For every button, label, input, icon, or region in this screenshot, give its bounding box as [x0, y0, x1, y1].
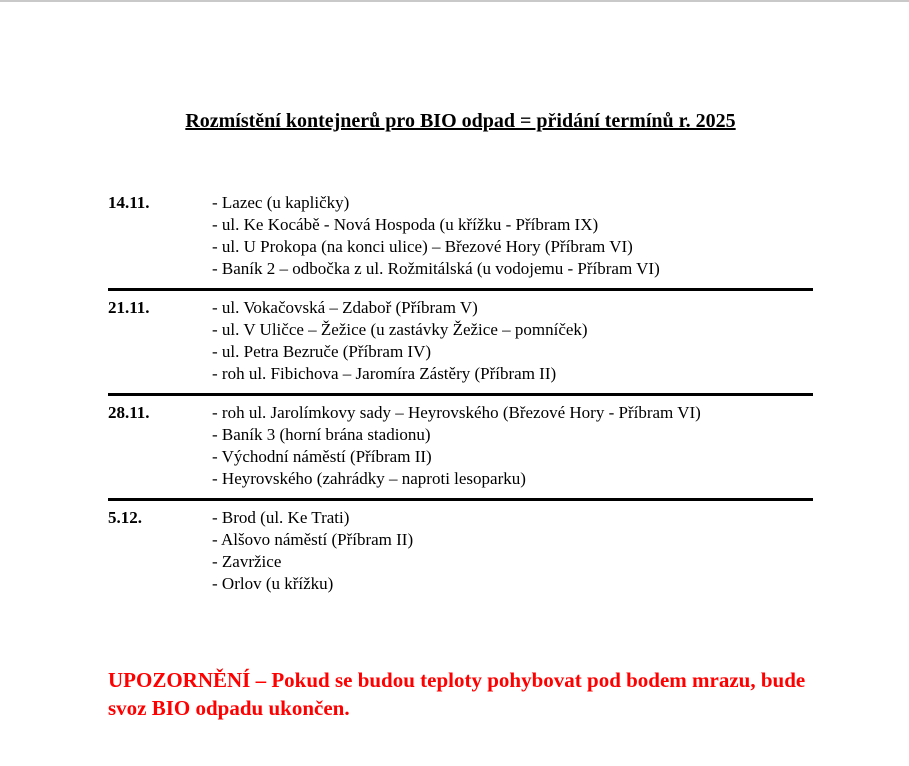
- location-item: - Baník 2 – odbočka z ul. Rožmitálská (u vodojemu - Příbram VI): [212, 259, 660, 278]
- document-title: Rozmístění kontejnerů pro BIO odpad = přidání termínů r. 2025: [185, 110, 736, 132]
- location-item: - Orlov (u křížku): [212, 574, 334, 593]
- location-item: - Alšovo náměstí (Příbram II): [212, 530, 414, 549]
- location-item: - Zavržice: [212, 552, 282, 571]
- location-list: [212, 192, 813, 280]
- location-item: - ul. Petra Bezruče (Příbram IV): [212, 342, 432, 361]
- location-item: - ul. Ke Kocábě - Nová Hospoda (u křížku - Příbram IX): [212, 215, 599, 234]
- location-item: - ul. V Uličce – Žežice (u zastávky Žežice – pomníček): [212, 320, 588, 339]
- location-item: - Lazec (u kapličky): [212, 193, 350, 212]
- location-item: - ul. Vokačovská – Zdaboř (Příbram V): [212, 298, 478, 317]
- schedule-section: [108, 501, 813, 603]
- location-item: - Baník 3 (horní brána stadionu): [212, 425, 431, 444]
- collection-date: 28.11.: [108, 403, 150, 422]
- collection-date: 5.12.: [108, 508, 142, 527]
- warning-text: UPOZORNĚNÍ – Pokud se budou teploty pohybovat pod bodem mrazu, bude svoz BIO odpadu ukončen.: [108, 668, 806, 720]
- location-item: - Brod (ul. Ke Trati): [212, 508, 350, 527]
- schedule-section: [108, 396, 813, 501]
- document-page: [108, 0, 813, 722]
- location-list: [212, 402, 813, 490]
- location-item: - roh ul. Fibichova – Jaromíra Zástěry (Příbram II): [212, 364, 557, 383]
- collection-date: 14.11.: [108, 193, 150, 212]
- schedule-section: [108, 192, 813, 291]
- schedule-table: [108, 192, 813, 603]
- location-list: [212, 507, 813, 595]
- location-item: - Východní náměstí (Příbram II): [212, 447, 432, 466]
- location-item: - ul. U Prokopa (na konci ulice) – Březové Hory (Příbram VI): [212, 237, 633, 256]
- location-list: [212, 297, 813, 385]
- collection-date: 21.11.: [108, 298, 150, 317]
- location-item: - Heyrovského (zahrádky – naproti lesoparku): [212, 469, 526, 488]
- schedule-section: [108, 291, 813, 396]
- location-item: - roh ul. Jarolímkovy sady – Heyrovského (Březové Hory - Příbram VI): [212, 403, 701, 422]
